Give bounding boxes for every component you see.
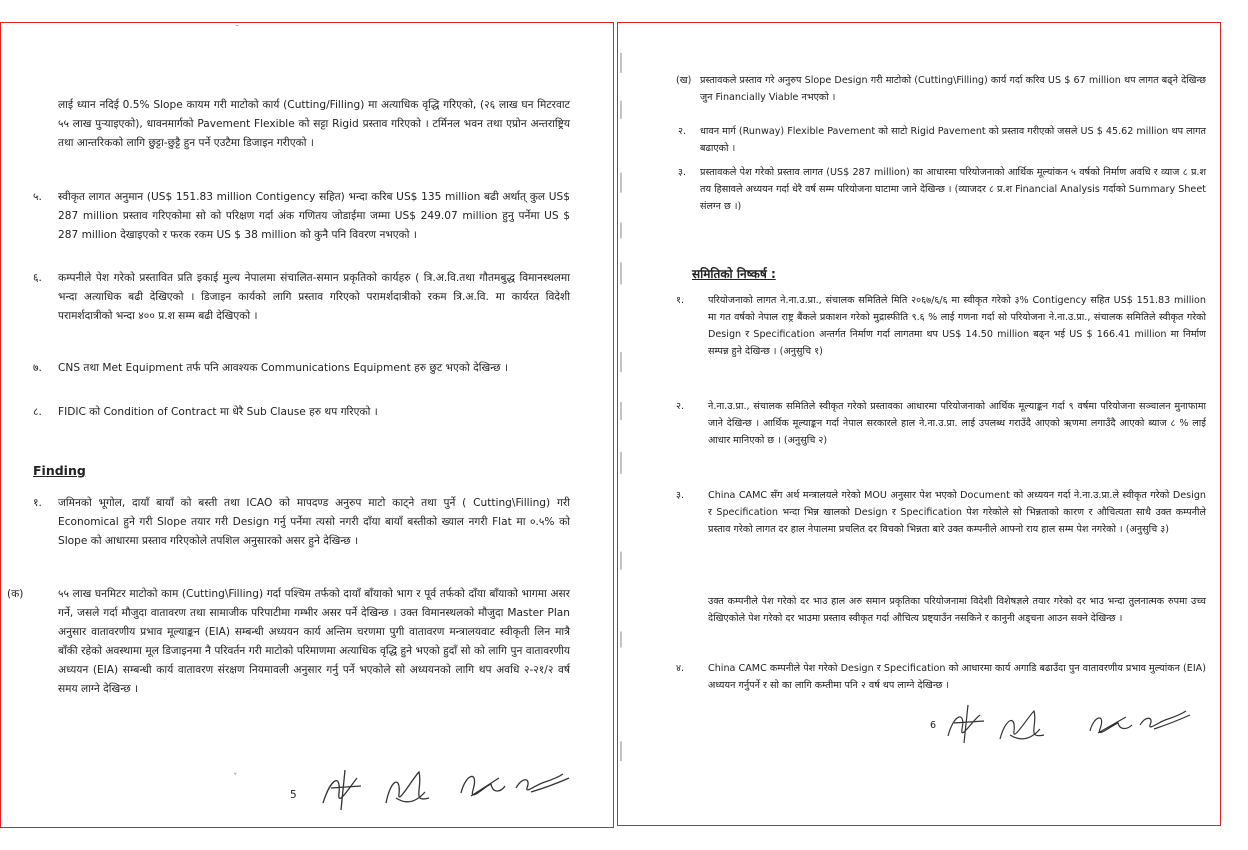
item-3-number: ३. [678,167,687,178]
item-8-text: FIDIC को Condition of Contract मा धेरै Sub Clause हरु थप गरिएको । [58,406,378,418]
scan-mark: ˘ [235,25,240,35]
conclusion-4-text: China CAMC कम्पनीले पेश गरेको Design र Specification को आधारमा कार्य अगाडि बढाउँदा पुन वातावरणीय प्रभाव मुल्यांकन (EIA) अध्ययन गर्नुपर्ने र सो का लागि कम्तीमा पनि २ वर्ष थप लाग्ने देखिन्छ । [708,663,1206,691]
conclusion-3-number: ३. [676,490,685,501]
left-top-paragraph: लाई ध्यान नदिई 0.5% Slope कायम गरी माटोको कार्य (Cutting/Filling) मा अत्याधिक वृद्धि गरिएको, (२६ लाख घन मिटरवाट ५५ लाख पुर्‍याइएको), धावनमार्गको Pavement Flexible को सट्टा Rigid प्रस्ताव गरिएको । टर्मिनल भवन तथा एप्रोन अन्तराष्ट्रिय तथा आन्तरिकको लागि छुट्टा-छुट्टै हुन पर्ने एउटैमा डिजाइन गरीएको । [58,99,570,149]
finding-1-number: १. [33,497,42,509]
conclusion-4-number: ४. [676,663,685,674]
signatures [940,691,1200,751]
page-number: 5 [290,789,297,801]
conclusion-1-number: १. [676,295,685,306]
item-kha-number: (ख) [676,75,692,86]
finding-ka-number: (क) [7,588,24,600]
item-2-number: २. [678,126,687,137]
item-8-number: ८. [33,406,42,418]
left-page [0,22,614,828]
finding-title: Finding [33,463,86,478]
right-page [617,22,1221,826]
finding-1-text: जमिनको भूगोल, दायाँ बायाँ को बस्ती तथा ICAO को मापदण्ड अनुरुप माटो काट्ने तथा पुर्ने ( Cutting\Filling) गरी Economical हुने गरी Slope तयार गरी Design गर्नु पर्नेमा त्यसो नगरी दाँया बायाँ बस्तीको ख्याल नगरी Flat मा ०.५% को Slope को आधारमा प्रस्ताव गरिएकोले तपशिल अनुसारको असर हुने देखिन्छ । [58,497,570,547]
binding-marks [618,23,628,825]
item-3-text: प्रस्तावकले पेश गरेको प्रस्ताव लागत (US$ 287 million) का आधारमा परियोजनाको आर्थिक मूल्यांकन ५ वर्षको निर्माण अवधि र व्याज ८ प्र.श तय हिसावले अध्ययन गर्दा धेरै वर्ष सम्म परियोजना घाटामा जाने देखिन्छ । (व्याजदर ८ प्र.श Financial Analysis गर्दाको Summary Sheet संलग्न छ ।) [700,167,1206,212]
item-6-number: ६. [33,272,42,284]
conclusion-3-continuation: उक्त कम्पनीले पेश गरेको दर भाउ हाल अरु समान प्रकृतिका परियोजनामा विदेशी विशेषज्ञले तयार गरेको दर भाउ भन्दा तुलनात्मक रुपमा उच्च देखिएकोले पेश गरेको दर भाउमा प्रस्ताव स्वीकृत गर्दा औचित्य प्रष्ट्याउँन नसकिने र कानुनी अड्चना आउन सक्ने देखिन्छ । [708,596,1206,624]
conclusion-2-text: ने.ना.उ.प्रा., संचालक समितिले स्वीकृत गरेको प्रस्तावका आधारमा परियोजनाको आर्थिक मूल्याङ्कन गर्दा ९ वर्षमा परियोजना सञ्चालन मुनाफामा जाने देखिन्छ । आर्थिक मूल्याङ्कन गर्दा नेपाल सरकारले हाल ने.ना.उ.प्रा. लाई उपलब्ध गराउँदै आएको ऋणमा लगाउँदै आएको ब्याज ८ % लाई आधार मानिएको छ । (अनुसुचि २) [708,401,1206,446]
signatures [301,748,591,823]
item-5-number: ५. [33,191,42,203]
item-2-text: धावन मार्ग (Runway) Flexible Pavement को साटो Rigid Pavement को प्रस्ताव गरीएको जसले US $ 45.62 million थप लागत बढाएको । [700,126,1206,154]
item-7-number: ७. [33,362,42,374]
page-number: 6 [930,720,937,731]
conclusion-2-number: २. [676,401,685,412]
conclusion-3-text: China CAMC सँग अर्थ मन्त्रालयले गरेको MOU अनुसार पेश भएको Document को अध्ययन गर्दा ने.ना.उ.प्रा.ले स्वीकृत गरेको Design र Specification भन्दा भिन्न खालको Design र Specification पेश गरेकोले सो भिन्नताको कारण र औचित्यता साथै उक्त कम्पनीले प्रस्ताव गरेको लागत दर हाल नेपालमा प्रचलित दर विचको भिन्नता बारे उक्त कम्पनीले आफ्नो राय हाल सम्म पेश नगरेको । (अनुसुचि ३) [708,490,1206,535]
finding-ka-text: ५५ लाख घनमिटर माटोको काम (Cutting\Filling) गर्दा पश्चिम तर्फको दायाँ बाँयाको भाग र पूर्व तर्फको दाँया बाँयाको भागमा असर गर्ने, जसले गर्दा मौजुदा वातावरण तथा सामाजीक परिपाटीमा गम्भीर असर पर्ने देखिन्छ । उक्त विमानस्थलको मौजुदा Master Plan अनुसार वातावरणीय प्रभाव मूल्याङ्कन (EIA) सम्बन्धी अध्ययन कार्य अन्तिम चरणमा पुगी वातावरण मन्त्रालयवाट स्वीकृती लिन मात्रै बाँकी रहेको अवस्थामा मूल डिजाइनमा नै परिवर्तन गरी माटोको परिमाणमा अत्याधिक वृद्धि हुने भएको हुदाँ सो को लागि पुन वातावरणीय अध्ययन (EIA) सम्बन्धी कार्य वातावरण संरक्षण नियमावली अनुसार गर्नु पर्ने भएकोले सो अध्ययनको लागि थप अवधि २-२१/२ वर्ष समय लाग्ने देखिन्छ । [58,588,570,695]
item-kha-text: प्रस्तावकले प्रस्ताव गरे अनुरुप Slope Design गरी माटोको (Cutting\Filling) कार्य गर्दा करिव US $ 67 million थप लागत बढ्ने देखिन्छ जुन Financially Viable नभएको । [700,75,1206,103]
conclusion-1-text: परियोजनाको लागत ने.ना.उ.प्रा., संचालक समितिले मिति २०६७/६/६ मा स्वीकृत गरेको ३% Contigency सहित US$ 151.83 million मा गत वर्षको नेपाल राष्ट्र बैंकले प्रकाशन गरेको मुद्रास्फीति ९.६ % लाई गणना गर्दा सो परियोजना ने.ना.उ.प्रा., संचालक समितिले स्वीकृत गरेको Design र Specification अन्तर्गत निर्माण गर्दा लागतमा थप US$ 14.50 million बढ्न भई US $ 166.41 million मा निर्माण सम्पन्न हुने देखिन्छ । (अनुसुचि १) [708,295,1206,357]
item-6-text: कम्पनीले पेश गरेको प्रस्तावित प्रति इकाई मुल्य नेपालमा संचालित-समान प्रकृतिको कार्यहरु ( त्रि.अ.वि.तथा गौतमबुद्ध विमानस्थलमा भन्दा अत्याधिक बढी देखिएको । डिजाइन कार्यको लागि प्रस्ताव गरिएको परामर्शदात्रीको रकम त्रि.अ.वि. मा कार्यरत विदेशी परामर्शदात्रीको भन्दा ४०० प्र.श सम्म बढी देखिएको । [58,272,570,322]
conclusion-title: समितिको निष्कर्ष : [692,267,776,281]
scan-mark: ˇ [233,773,238,783]
item-7-text: CNS तथा Met Equipment तर्फ पनि आवश्यक Communications Equipment हरु छुट भएको देखिन्छ । [58,362,508,374]
item-5-text: स्वीकृत लागत अनुमान (US$ 151.83 million Contigency सहित) भन्दा करिब US$ 135 million बढी अर्थात् कुल US$ 287 million प्रस्ताव गरिएकोमा सो को परिक्षण गर्दा अंक गणितय जोडाईमा जम्मा US$ 249.07 million हुनु पर्नेमा US $ 287 million देखाइएको र फरक रकम US $ 38 million को कुनै पनि विवरण नभएको । [58,191,570,241]
